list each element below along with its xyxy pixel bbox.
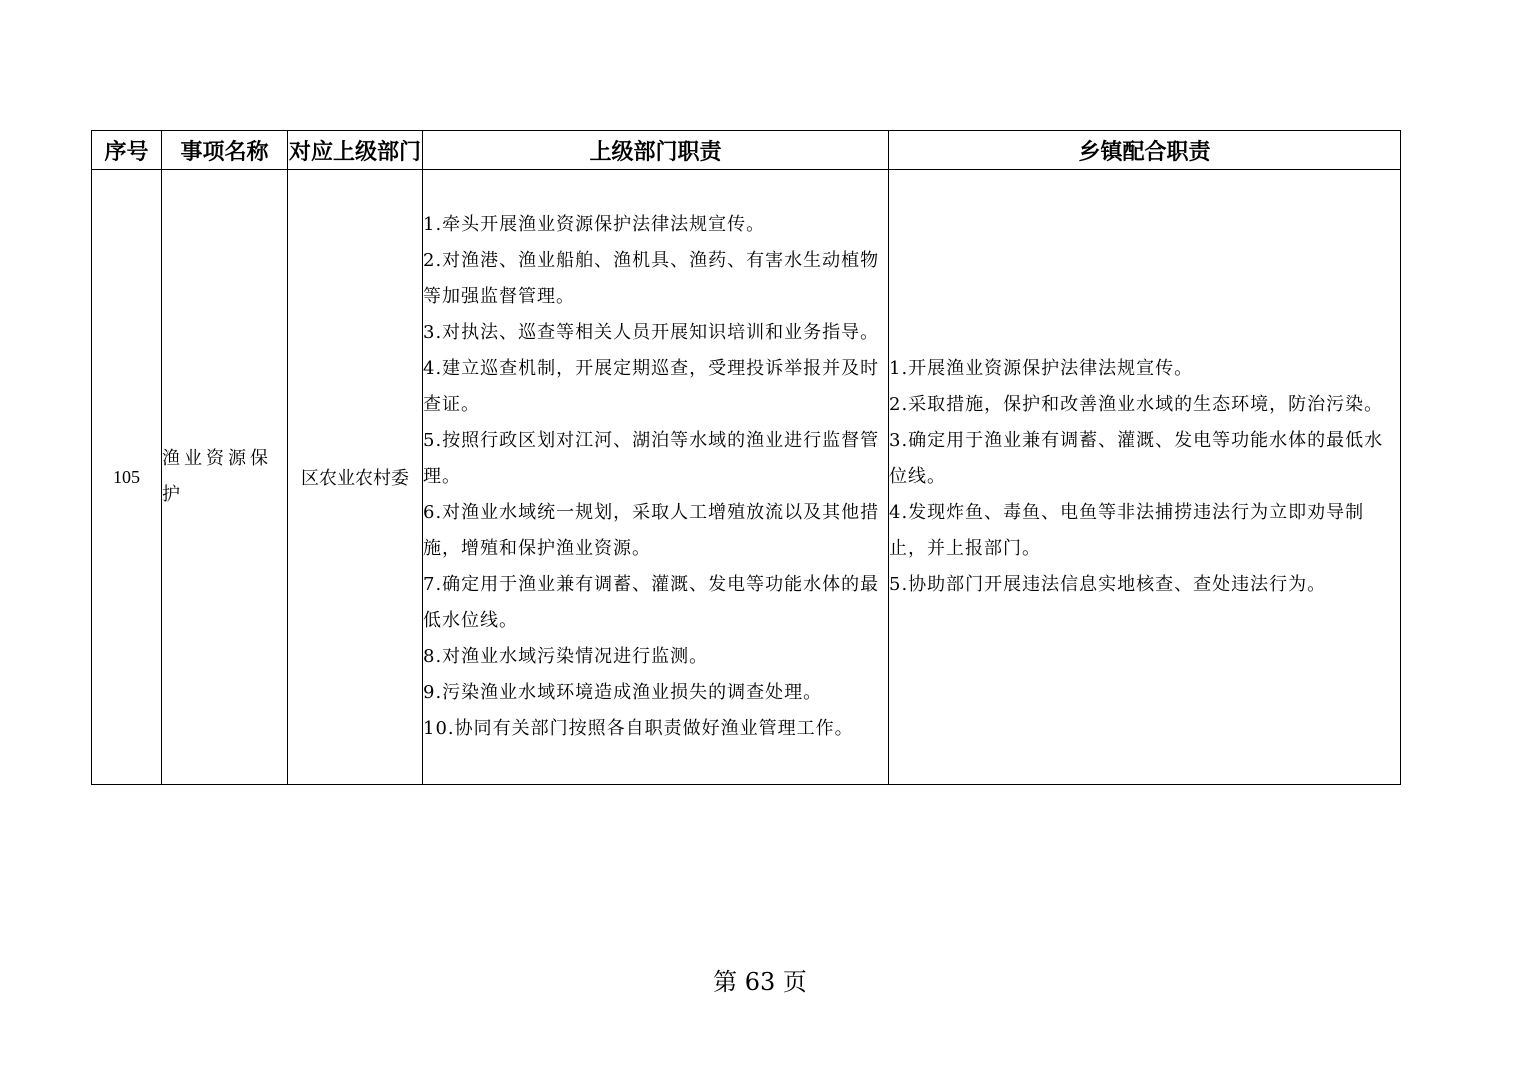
upper-duty-item: 2.对渔港、渔业船舶、渔机具、渔药、有害水生动植物等加强监督管理。 bbox=[423, 250, 880, 307]
upper-duty-item: 5.按照行政区划对江河、湖泊等水域的渔业进行监督管理。 bbox=[423, 430, 880, 487]
header-town-duties: 乡镇配合职责 bbox=[889, 131, 1401, 170]
header-row bbox=[92, 131, 1401, 170]
header-item-name: 事项名称 bbox=[162, 131, 288, 170]
cell-town-duties bbox=[889, 170, 1401, 785]
header-seq: 序号 bbox=[92, 131, 162, 170]
cell-seq: 105 bbox=[92, 170, 162, 785]
table-row bbox=[92, 170, 1401, 785]
upper-duties-list bbox=[423, 207, 888, 747]
cell-upper-dept: 区农业农村委 bbox=[288, 170, 423, 785]
upper-duty-item: 9.污染渔业水域环境造成渔业损失的调查处理。 bbox=[423, 682, 823, 703]
upper-duty-item: 3.对执法、巡查等相关人员开展知识培训和业务指导。 bbox=[423, 322, 880, 343]
cell-item-name: 渔业资源保护 bbox=[162, 170, 288, 785]
upper-duty-item: 1.牵头开展渔业资源保护法律法规宣传。 bbox=[423, 214, 766, 235]
upper-duty-item: 10.协同有关部门按照各自职责做好渔业管理工作。 bbox=[423, 718, 854, 739]
upper-duty-item: 7.确定用于渔业兼有调蓄、灌溉、发电等功能水体的最低水位线。 bbox=[423, 574, 880, 631]
duty-table bbox=[91, 130, 1401, 785]
upper-duty-item: 6.对渔业水域统一规划，采取人工增殖放流以及其他措施，增殖和保护渔业资源。 bbox=[423, 502, 880, 559]
town-duty-item: 2.采取措施，保护和改善渔业水域的生态环境，防治污染。 bbox=[889, 394, 1384, 415]
upper-duty-item: 8.对渔业水域污染情况进行监测。 bbox=[423, 646, 709, 667]
header-upper-dept: 对应上级部门 bbox=[288, 131, 423, 170]
town-duty-item: 5.协助部门开展违法信息实地核查、查处违法行为。 bbox=[889, 574, 1327, 595]
town-duties-list bbox=[889, 351, 1400, 603]
header-upper-duties: 上级部门职责 bbox=[423, 131, 889, 170]
town-duty-item: 1.开展渔业资源保护法律法规宣传。 bbox=[889, 358, 1194, 379]
cell-upper-duties bbox=[423, 170, 889, 785]
page-number: 第 63 页 bbox=[713, 968, 807, 996]
town-duty-item: 3.确定用于渔业兼有调蓄、灌溉、发电等功能水体的最低水位线。 bbox=[889, 430, 1384, 487]
upper-duty-item: 4.建立巡查机制，开展定期巡查，受理投诉举报并及时查证。 bbox=[423, 358, 880, 415]
town-duty-item: 4.发现炸鱼、毒鱼、电鱼等非法捕捞违法行为立即劝导制止，并上报部门。 bbox=[889, 502, 1365, 559]
